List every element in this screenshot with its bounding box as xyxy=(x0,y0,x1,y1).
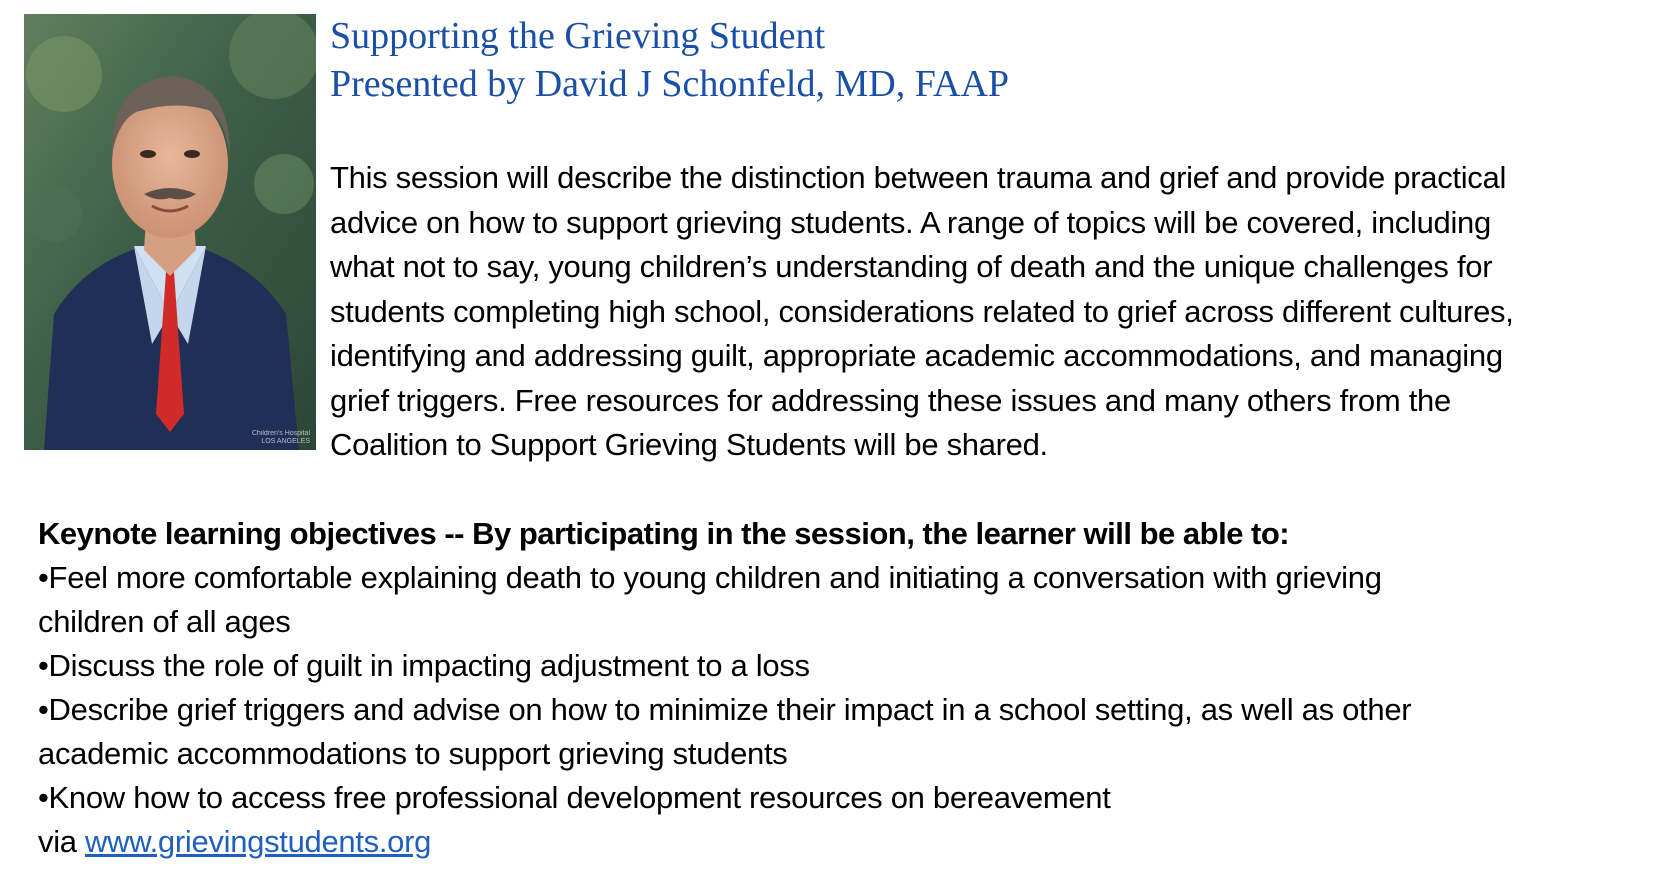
presenter-portrait-illustration xyxy=(24,14,316,450)
grievingstudents-link[interactable]: www.grievingstudents.org xyxy=(85,824,432,859)
via-prefix: via xyxy=(38,824,86,859)
presenter-photo xyxy=(24,14,316,450)
objective-item-2: •Discuss the role of guilt in impacting adjustment to a loss xyxy=(38,648,810,683)
objective-item-1: •Feel more comfortable explaining death to young children and initiating a conversation with grieving xyxy=(38,560,1382,595)
session-description xyxy=(330,156,1666,468)
description-line-7: Coalition to Support Grieving Students will be shared. xyxy=(330,427,1048,462)
description-line-6: grief triggers. Free resources for addressing these issues and many others from the xyxy=(330,382,1451,418)
description-line-2: advice on how to support grieving students. A range of topics will be covered, including xyxy=(330,204,1491,240)
session-title-line: Supporting the Grieving Student xyxy=(330,15,826,57)
objective-via-line xyxy=(38,820,1668,864)
photo-credit-line-1: Children's Hospital xyxy=(251,430,310,437)
photo-credit-line-2: LOS ANGELES xyxy=(261,438,310,445)
objective-item-3: •Describe grief triggers and advise on how to minimize their impact in a school setting, as well as other xyxy=(38,692,1412,727)
objectives-heading: Keynote learning objectives -- By participating in the session, the learner will be able to: xyxy=(38,516,1290,551)
session-title xyxy=(330,12,1650,108)
objective-item-3-continued: academic accommodations to support grieving students xyxy=(38,736,788,771)
objective-item-4: •Know how to access free professional development resources on bereavement xyxy=(38,780,1111,815)
presenter-line: Presented by David J Schonfeld, MD, FAAP xyxy=(330,63,1010,105)
description-line-4: students completing high school, considerations related to grief across different cultures, xyxy=(330,293,1514,329)
description-line-3: what not to say, young children’s understanding of death and the unique challenges for xyxy=(330,249,1493,284)
objective-item-1-continued: children of all ages xyxy=(38,604,291,639)
description-line-5: identifying and addressing guilt, appropriate academic accommodations, and managing xyxy=(330,338,1503,373)
learning-objectives xyxy=(38,512,1668,864)
photo-credit xyxy=(252,430,310,446)
description-line-1: This session will describe the distinction between trauma and grief and provide practical xyxy=(330,160,1507,195)
